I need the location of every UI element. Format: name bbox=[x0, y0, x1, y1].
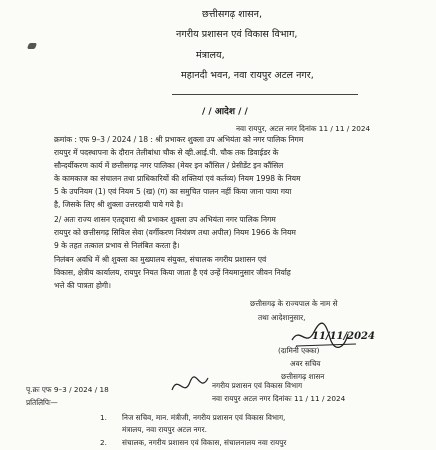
signatory-designation: अवर सचिव bbox=[290, 359, 321, 368]
header-address: महानदी भवन, नवा रायपुर अटल नगर, bbox=[181, 70, 314, 81]
para1-line: रायपुर में पदस्थापना के दौरान तेलीबांधा चौक से व्ही.आई.पी. चौक तक डिवाईडर के bbox=[54, 148, 279, 157]
signatory-name: (दामिनी एक्का) bbox=[278, 346, 320, 355]
punch-mark bbox=[27, 43, 37, 49]
endorsement-department: नगरीय प्रशासन एवं विकास विभाग bbox=[212, 381, 303, 390]
initial-signature bbox=[168, 372, 214, 400]
signatory-state: छत्तीसगढ़ शासन bbox=[281, 372, 325, 381]
para3-line: निलंबन अवधि में श्री शुक्ला का मुख्यालय संयुक्त, संचालक नगरीय प्रशासन एवं bbox=[54, 255, 267, 264]
para1-line: है, जिसके लिए श्री शुक्ला उत्तरदायी पाये गये है। bbox=[54, 200, 184, 209]
header-rule bbox=[172, 94, 358, 95]
para2-line: रायपुर को छत्तीसगढ़ सिविल सेवा (वर्गीकरण नियंत्रण तथा अपील) नियम 1966 के नियम bbox=[54, 228, 296, 237]
para1-line: 5 के उपनियम (1) एवं नियम 5 (ख) (ग) का समुचित पालन नहीं किया जाना पाया गया bbox=[54, 187, 292, 196]
order-place-date: नवा रायपुर, अटल नगर दिनांक 11 / 11 / 2024 bbox=[236, 124, 371, 133]
order-line: तथा आदेशानुसार, bbox=[258, 313, 306, 322]
header-department: नगरीय प्रशासन एवं विकास विभाग, bbox=[176, 29, 298, 40]
copy-line: मंत्रालय, नवा रायपुर अटल नगर. bbox=[122, 425, 207, 434]
para3-line: भत्ते की पात्रता होगी। bbox=[54, 281, 111, 290]
handwritten-date: 11/11/2024 bbox=[312, 331, 375, 342]
para1-line: क्रमांक : एफ 9–3 / 2024 / 18 : श्री प्रभाकर शुक्ला उप अभियंता को नगर पालिक निगम bbox=[54, 135, 304, 144]
para2-line: 2/ अतः राज्य शासन एतद्द्वारा श्री प्रभाकर शुक्ला उप अभियंता नगर पालिक निगम bbox=[54, 215, 276, 224]
copy-line: संचालक, नगरीय प्रशासन एवं विकास, संचालनालय नवा रायपुर bbox=[122, 438, 287, 447]
copy-label: प्रतिलिपिः— bbox=[26, 398, 58, 407]
para1-line: सौन्दर्यीकरण कार्य में छत्तीसगढ़ नगर पालिका (मेयर इन कौंसिल / प्रेसीडेंट इन कौंसिल bbox=[54, 161, 284, 170]
order-title: / / आदेश / / bbox=[202, 107, 248, 117]
para3-line: विकास, क्षेत्रीय कार्यालय, रायपुर नियत किया जाता है एवं उन्हें नियमानुसार जीवन निर्वाह bbox=[54, 268, 291, 277]
header-ministry: मंत्रालय, bbox=[196, 50, 225, 61]
header-government: छत्तीसगढ़ शासन, bbox=[202, 9, 263, 20]
endorsement-number: पृ.क्रः एफ 9–3 / 2024 / 18 bbox=[26, 385, 109, 394]
governor-line: छत्तीसगढ़ के राज्यपाल के नाम से bbox=[250, 299, 338, 308]
para1-line: के कामकाज का संचालन तथा प्राधिकारियों की शक्तियां एवं कर्तव्य) नियम 1998 के नियम bbox=[54, 174, 301, 183]
copy-number: 1. bbox=[100, 413, 107, 422]
copy-line: निज सचिव, मान. मंत्रीजी, नगरीय प्रशासन एवं विकास विभाग, bbox=[122, 413, 286, 422]
endorsement-place-date: नवा रायपुर अटल नगर दिनांकः 11 / 11 / 2024 bbox=[212, 394, 346, 403]
para2-line: 9 के तहत तत्काल प्रभाव से निलंबित करता है। bbox=[54, 241, 180, 250]
copy-number: 2. bbox=[100, 438, 107, 447]
